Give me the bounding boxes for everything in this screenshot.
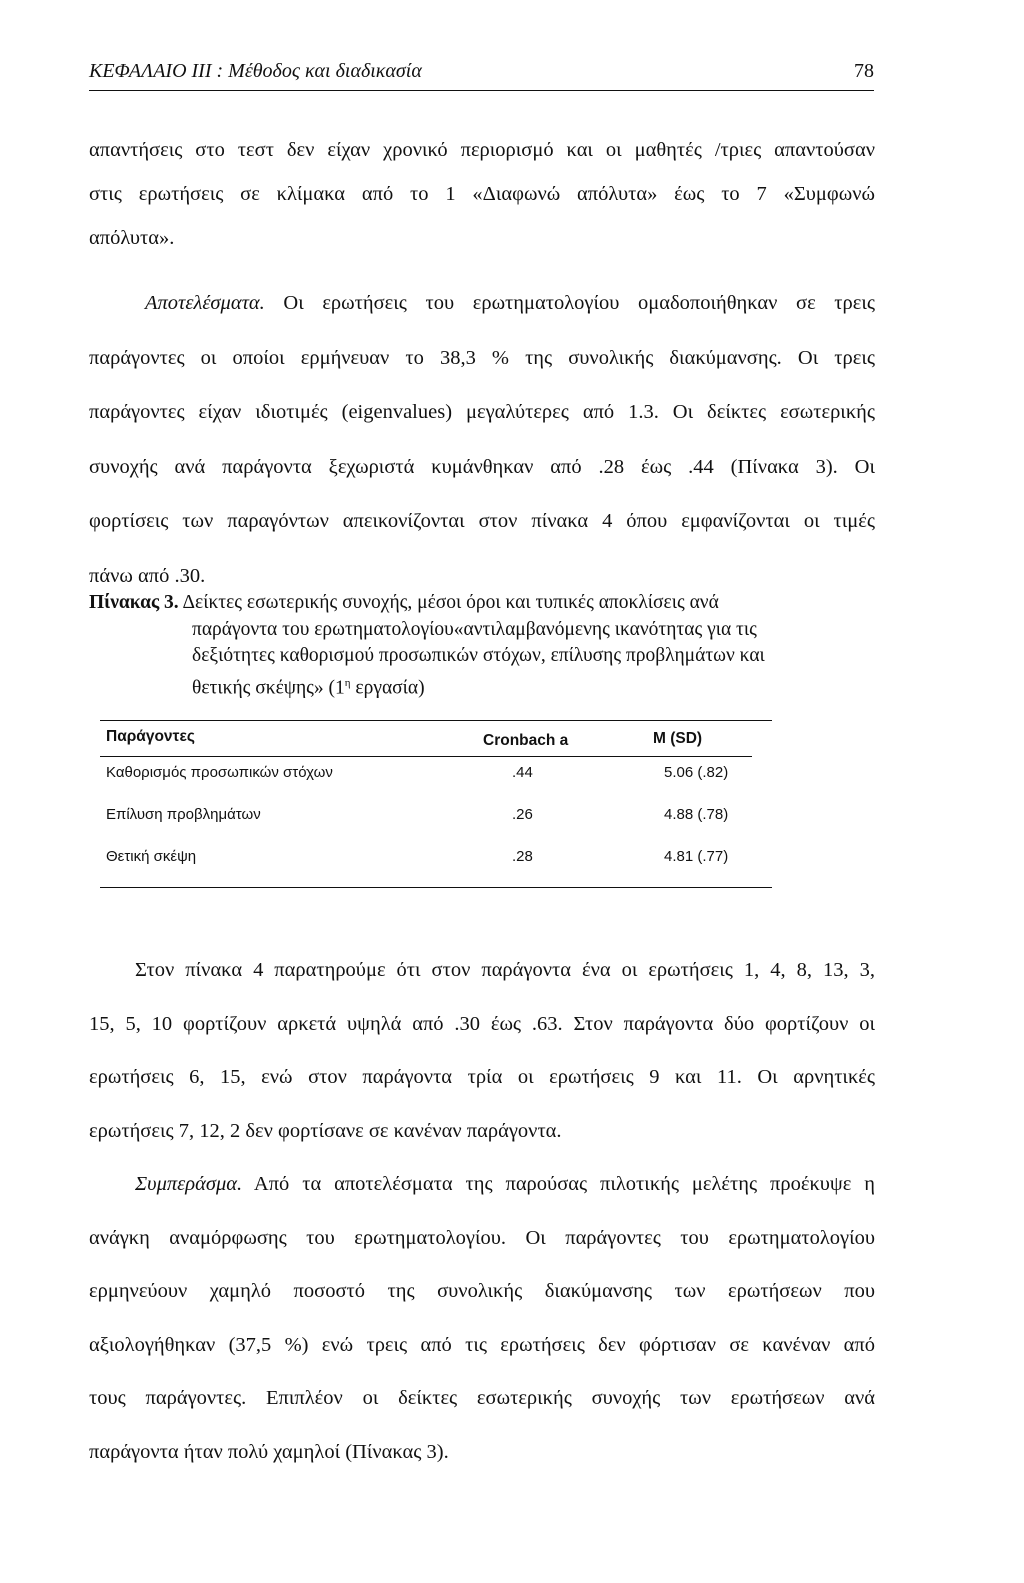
conclusion-heading: Συμπεράσμα. <box>135 1173 243 1195</box>
text-line: παράγοντα του ερωτηματολογίου«αντιλαμβανόμενης ικανότητας για τις <box>192 618 757 640</box>
text-line: παράγοντες οι οποίοι ερμήνευαν το 38,3 % της συνολικής διακύμανσης. Οι τρεις <box>89 346 875 369</box>
chapter-title: ΚΕΦΑΛΑΙΟ ΙΙΙ : Μέθοδος και διαδικασία <box>89 60 422 82</box>
col-header-factor: Παράγοντες <box>106 728 195 745</box>
col-header-msd: M (SD) <box>653 730 703 747</box>
table-row-msd: 4.88 (.78) <box>664 806 729 823</box>
table-row-msd: 5.06 (.82) <box>664 764 729 781</box>
text-line: δεξιότητες καθορισμού προσωπικών στόχων, επίλυσης προβλημάτων και <box>192 645 765 667</box>
text-line: Συμπεράσμα. Από τα αποτελέσματα της παρούσας πιλοτικής μελέτης προέκυψε η <box>135 1173 875 1195</box>
paragraph-results <box>89 276 875 603</box>
results-heading: Αποτελέσματα. <box>145 292 265 314</box>
text-line: παράγοντα ήταν πολύ χαμηλοί (Πίνακας 3). <box>89 1440 449 1463</box>
text-line: στις ερωτήσεις σε κλίμακα από το 1 «Διαφωνώ απόλυτα» έως το 7 «Συμφωνώ <box>89 183 875 205</box>
text-line: ερμηνεύουν χαμηλό ποσοστό της συνολικής διακύμανσης των ερωτήσεων που <box>89 1280 875 1303</box>
text-line: απαντήσεις στο τεστ δεν είχαν χρονικό περιορισμό και οι μαθητές /τριες απαντούσαν <box>89 139 875 161</box>
page-number: 78 <box>854 60 874 82</box>
table-caption: Πίνακας 3. Δείκτες εσωτερικής συνοχής, μέσοι όροι και τυπικές αποκλίσεις ανά παράγοντα του ερωτηματολογίου«αντιλαμβανόμενης ικανότητας για τις δεξιότητες καθορισμού προσωπικών στόχων, επίλυσης προβλημάτων και θετικής σκέψης» ($1^\eta$ εργασία) <box>89 590 879 702</box>
text-line: συνοχής ανά παράγοντα ξεχωριστά κυμάνθηκαν από .28 έως .44 (Πίνακα 3). Οι <box>89 455 875 478</box>
text-line: ερωτήσεις 6, 15, ενώ στον παράγοντα τρία οι ερωτήσεις 9 και 11. Οι αρνητικές <box>89 1066 875 1088</box>
text-line: 15, 5, 10 φορτίζουν αρκετά υψηλά από .30 έως .63. Στον παράγοντα δύο φορτίζουν οι <box>89 1012 875 1035</box>
header-divider <box>89 90 874 91</box>
table-row-alpha: .28 <box>512 848 533 865</box>
table-row-factor: Καθορισμός προσωπικών στόχων <box>106 764 333 781</box>
running-header <box>89 60 874 83</box>
text-line: τους παράγοντες. Επιπλέον οι δείκτες εσωτερικής συνοχής των ερωτήσεων ανά <box>89 1387 875 1410</box>
paragraph-loadings <box>89 944 875 1158</box>
table-header-rule <box>100 756 752 757</box>
paragraph-intro <box>89 128 875 260</box>
text-line: φορτίσεις των παραγόντων απεικονίζονται στον πίνακα 4 όπου εμφανίζονται οι τιμές <box>89 510 875 532</box>
text-line: απόλυτα». <box>89 227 175 249</box>
text-line: Αποτελέσματα. Οι ερωτήσεις του ερωτηματολογίου ομαδοποιήθηκαν σε τρεις <box>145 292 875 314</box>
text-line: θετικής σκέψης» ($1^\eta$ εργασία) <box>192 676 425 699</box>
text-line: ανάγκη αναμόρφωσης του ερωτηματολογίου. Οι παράγοντες του ερωτηματολογίου <box>89 1226 875 1249</box>
table-row-alpha: .26 <box>512 806 533 823</box>
table-row-factor: Θετική σκέψη <box>106 848 197 865</box>
col-header-alpha: Cronbach a <box>483 732 569 749</box>
text-line: αξιολογήθηκαν (37,5 %) ενώ τρεις από τις ερωτήσεις δεν φόρτισαν σε κανέναν από <box>89 1333 875 1356</box>
table-row-alpha: .44 <box>512 764 533 781</box>
table-row-factor: Επίλυση προβλημάτων <box>106 806 261 823</box>
table-top-rule <box>100 720 772 721</box>
paragraph-conclusion <box>89 1158 875 1480</box>
text-line: παράγοντες είχαν ιδιοτιμές (eigenvalues) μεγαλύτερες από 1.3. Οι δείκτες εσωτερικής <box>89 401 875 423</box>
table-label: Πίνακας 3. <box>89 592 179 613</box>
text-line: πάνω από .30. <box>89 564 206 587</box>
table-row-msd: 4.81 (.77) <box>664 848 729 865</box>
table-bottom-rule <box>100 887 772 888</box>
text-line: Στον πίνακα 4 παρατηρούμε ότι στον παράγοντα ένα οι ερωτήσεις 1, 4, 8, 13, 3, <box>135 959 875 981</box>
text-line: ερωτήσεις 7, 12, 2 δεν φορτίσανε σε κανέναν παράγοντα. <box>89 1119 562 1142</box>
